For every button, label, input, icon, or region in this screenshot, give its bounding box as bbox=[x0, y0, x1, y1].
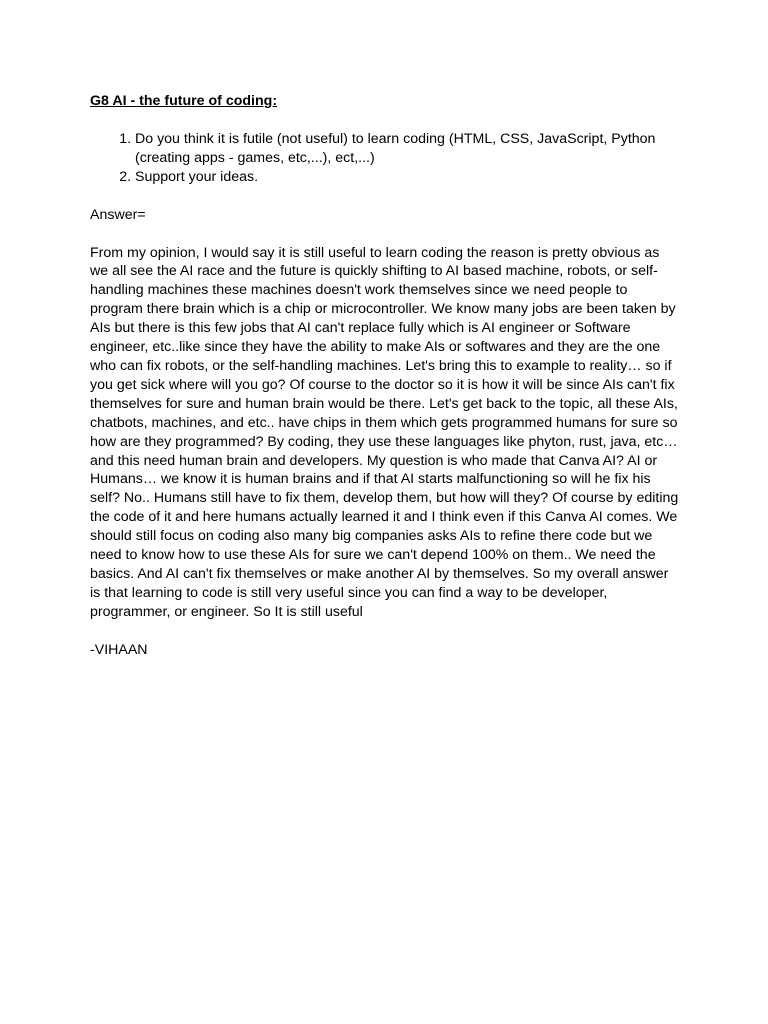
answer-label: Answer= bbox=[90, 206, 146, 223]
document-title: G8 AI - the future of coding: bbox=[90, 93, 278, 109]
question-item: 1. Do you think it is futile (not useful) to learn coding (HTML, CSS, JavaScript, Python (creating apps - games, etc,...), ect,...) bbox=[135, 130, 680, 168]
question-item: 2. Support your ideas. bbox=[135, 168, 680, 187]
answer-paragraph: From my opinion, I would say it is still useful to learn coding the reason is pretty obvious as we all see the AI race and the future is quickly shifting to AI based machine, robots, or self-handling machines these machines doesn't work themselves since we need people to program there brain which is a chip or microcontroller. We know many jobs are been taken by AIs but there is this few jobs that AI can't replace fully which is AI engineer or Software engineer, etc..like since they have the ability to make AIs or softwares and they are the one who can fix robots, or the self-handling machines. Let's bring this to example to reality… so if you get sick where will you go? Of course to the doctor so it is how it will be since AIs can't fix themselves for sure and human brain would be there. Let's get back to the topic, all these AIs, chatbots, machines, and etc.. have chips in them which gets programmed humans for sure so how are they programmed? By coding, they use these languages like phyton, rust, java, etc… and this need human brain and developers. My question is who made that Canva AI? AI or Humans… we know it is human brains and if that AI starts malfunctioning so will he fix his self? No.. Humans still have to fix them, develop them, but how will they? Of course by editing the code of it and here humans actually learned it and I think even if this Canva AI comes. We should still focus on coding also many big companies asks AIs to refine there code but we need to know how to use these AIs for sure we can't depend 100% on them.. We need the basics. And AI can't fix themselves or make another AI by themselves. So my overall answer is that learning to code is still very useful since you can find a way to be developer, programmer, or engineer. So It is still useful bbox=[90, 244, 679, 620]
author-signature: -VIHAAN bbox=[90, 641, 148, 658]
document-page bbox=[90, 92, 680, 660]
question-list bbox=[90, 130, 680, 187]
